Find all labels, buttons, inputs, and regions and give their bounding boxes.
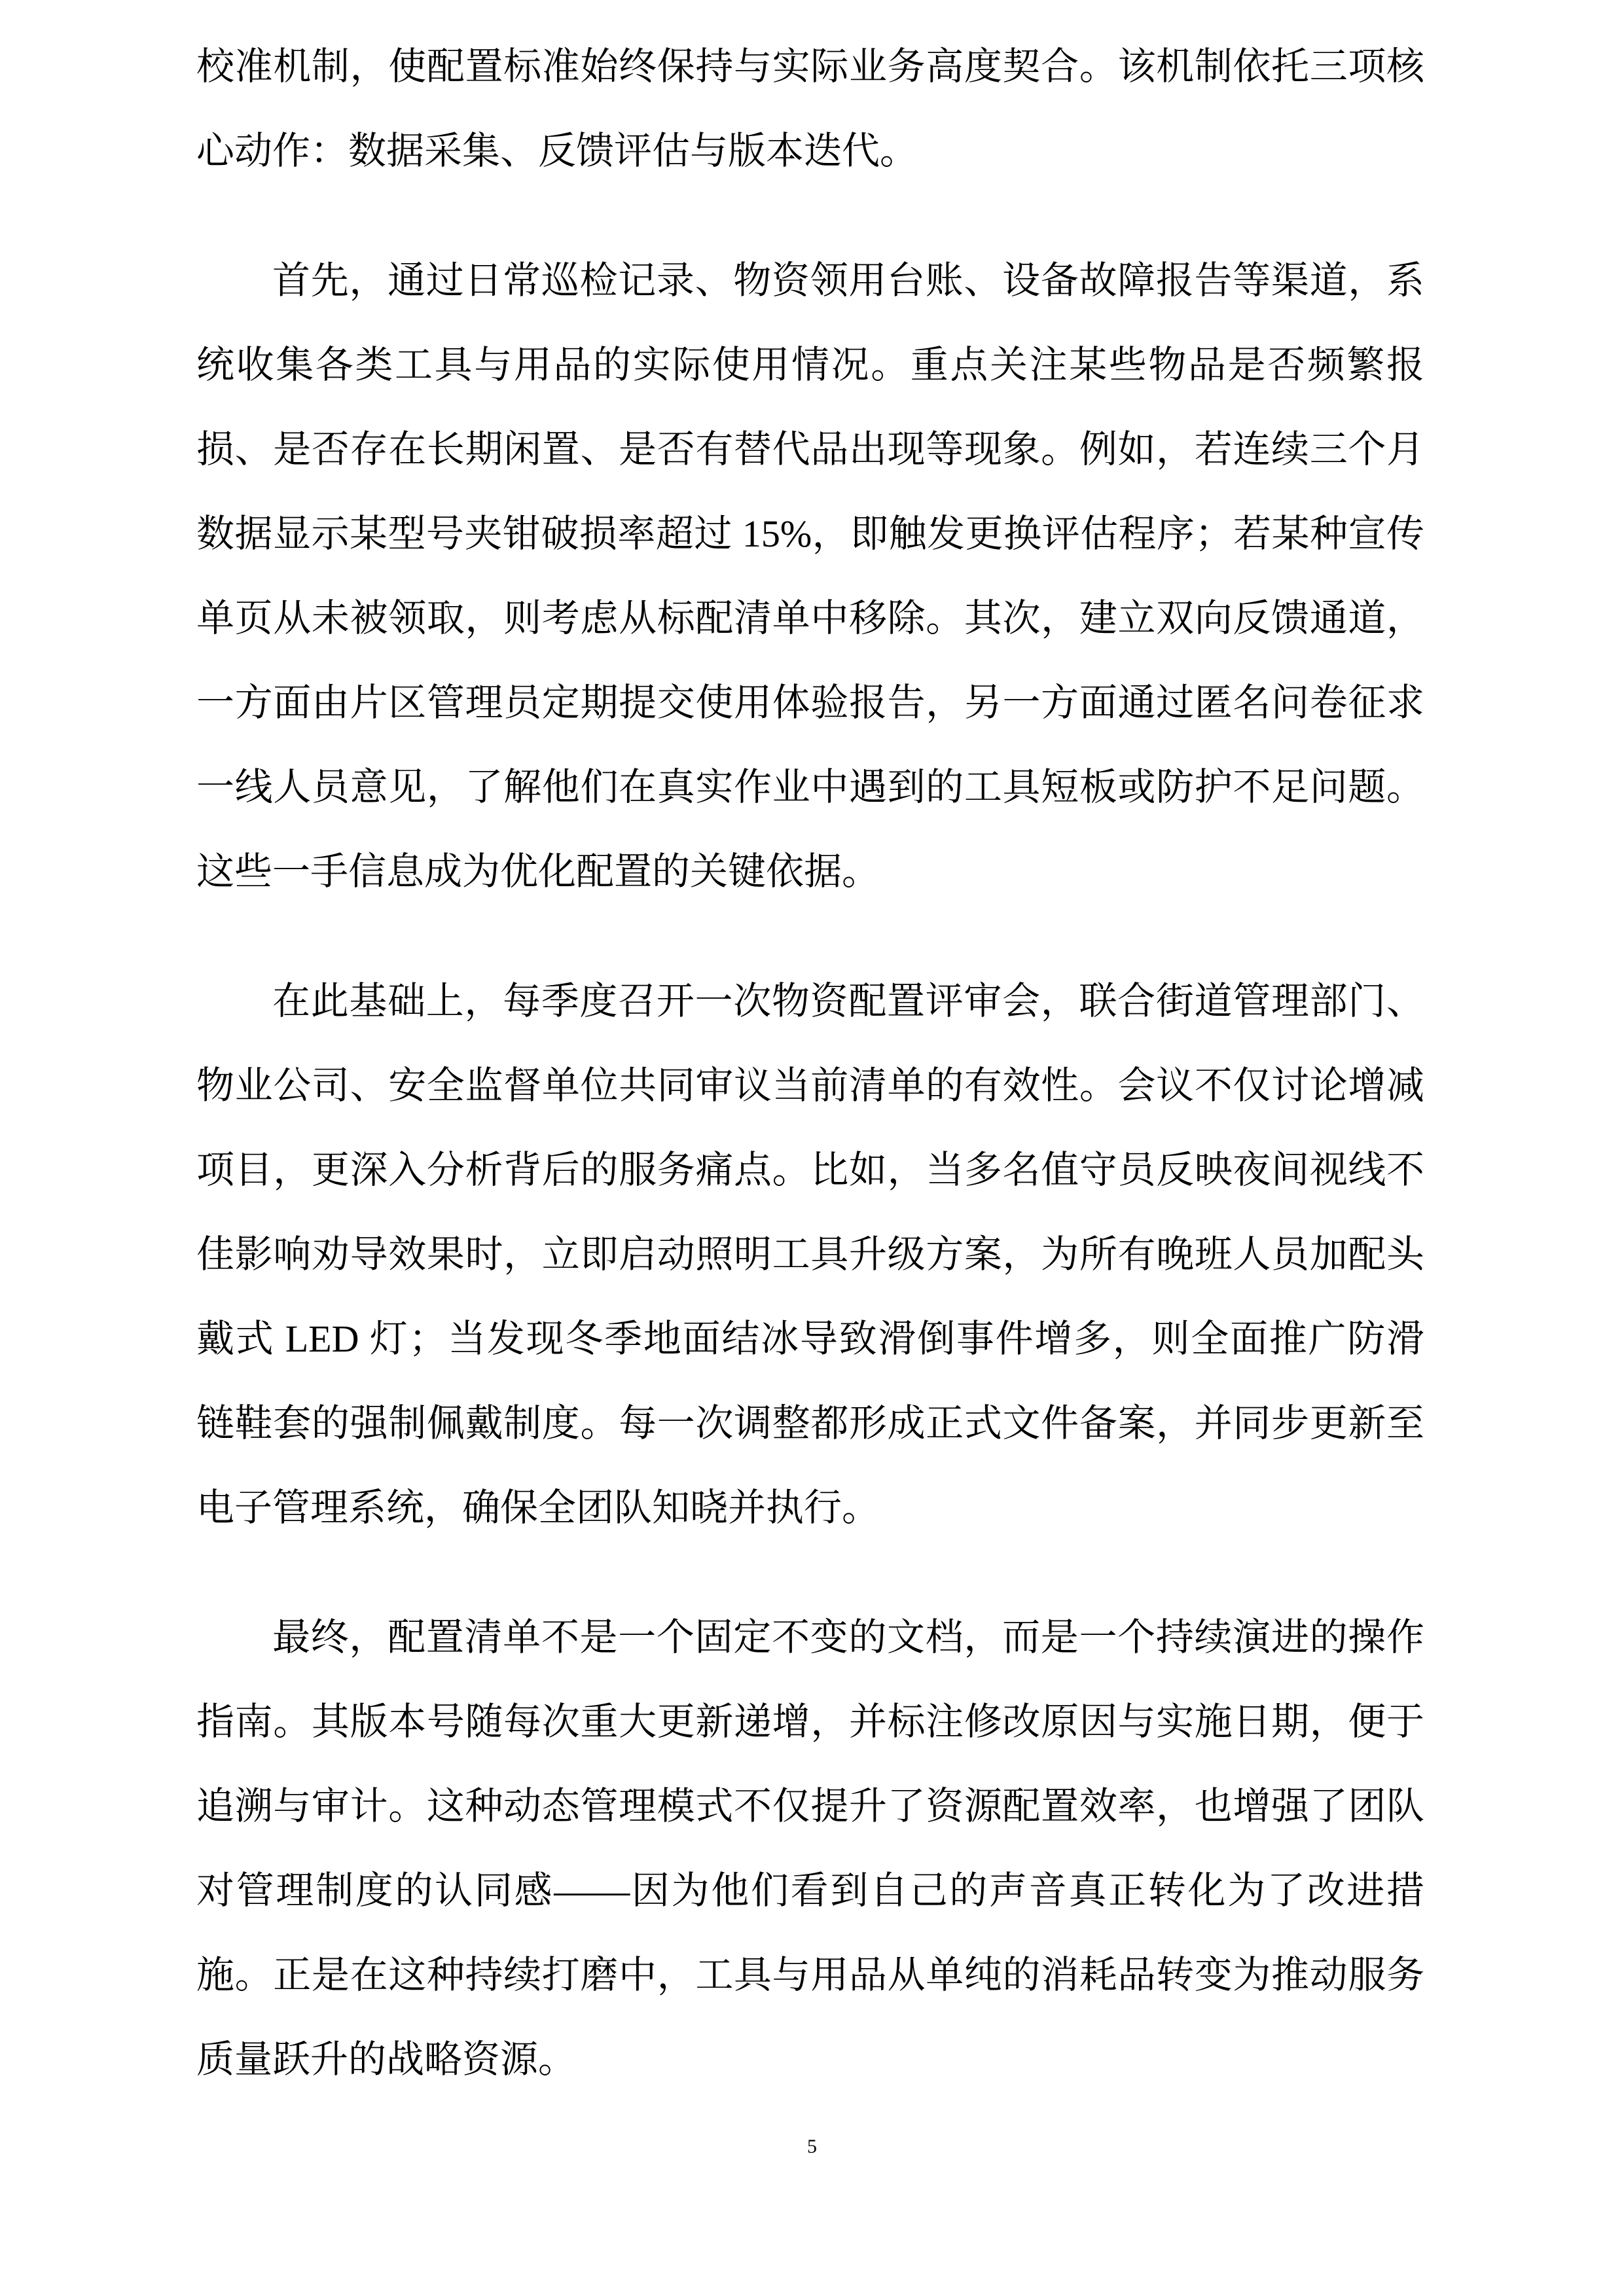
text-line: 这些一手信息成为优化配置的关键依据。 bbox=[196, 850, 880, 893]
text-line: 一线人员意见，了解他们在真实作业中遇到的工具短板或防护不足问题。 bbox=[196, 766, 1424, 808]
paragraph bbox=[196, 1595, 1424, 2102]
text-line: 损、是否存在长期闲置、是否有替代品出现等现象。例如，若连续三个月 bbox=[196, 428, 1424, 471]
text-line: 指南。其版本号随每次重大更新递增，并标注修改原因与实施日期，便于 bbox=[196, 1700, 1424, 1743]
text-line: 链鞋套的强制佩戴制度。每一次调整都形成正式文件备案，并同步更新至 bbox=[196, 1402, 1424, 1444]
text-line: 一方面由片区管理员定期提交使用体验报告，另一方面通过匿名问卷征求 bbox=[196, 681, 1424, 724]
text-line: 首先，通过日常巡检记录、物资领用台账、设备故障报告等渠道，系 bbox=[272, 259, 1424, 302]
text-line: 质量跃升的战略资源。 bbox=[196, 2038, 577, 2081]
text-line: 数据显示某型号夹钳破损率超过 15%，即触发更换评估程序；若某种宣传 bbox=[196, 512, 1424, 555]
document-body bbox=[196, 24, 1424, 2147]
text-line: 物业公司、安全监督单位共同审议当前清单的有效性。会议不仅讨论增减 bbox=[196, 1064, 1424, 1107]
page-number: 5 bbox=[807, 2136, 817, 2157]
paragraph bbox=[196, 238, 1424, 914]
text-line: 校准机制，使配置标准始终保持与实际业务高度契合。该机制依托三项核 bbox=[196, 45, 1424, 88]
paragraph bbox=[196, 24, 1424, 193]
text-line: 项目，更深入分析背后的服务痛点。比如，当多名值守员反映夜间视线不 bbox=[196, 1149, 1424, 1191]
text-line: 心动作：数据采集、反馈评估与版本迭代。 bbox=[196, 130, 918, 172]
text-line: 电子管理系统，确保全团队知晓并执行。 bbox=[196, 1486, 880, 1529]
text-line: 单页从未被领取，则考虑从标配清单中移除。其次，建立双向反馈通道， bbox=[196, 597, 1424, 639]
paragraph bbox=[196, 959, 1424, 1550]
text-line: 施。正是在这种持续打磨中，工具与用品从单纯的消耗品转变为推动服务 bbox=[196, 1954, 1424, 1996]
text-line: 对管理制度的认同感——因为他们看到自己的声音真正转化为了改进措 bbox=[196, 1869, 1424, 1912]
text-line: 戴式 LED 灯；当发现冬季地面结冰导致滑倒事件增多，则全面推广防滑 bbox=[196, 1318, 1424, 1360]
text-line: 佳影响劝导效果时，立即启动照明工具升级方案，为所有晚班人员加配头 bbox=[196, 1233, 1424, 1276]
text-line: 最终，配置清单不是一个固定不变的文档，而是一个持续演进的操作 bbox=[272, 1616, 1424, 1659]
text-line: 在此基础上，每季度召开一次物资配置评审会，联合街道管理部门、 bbox=[272, 980, 1424, 1022]
text-line: 追溯与审计。这种动态管理模式不仅提升了资源配置效率，也增强了团队 bbox=[196, 1785, 1424, 1827]
text-line: 统收集各类工具与用品的实际使用情况。重点关注某些物品是否频繁报 bbox=[196, 344, 1424, 386]
